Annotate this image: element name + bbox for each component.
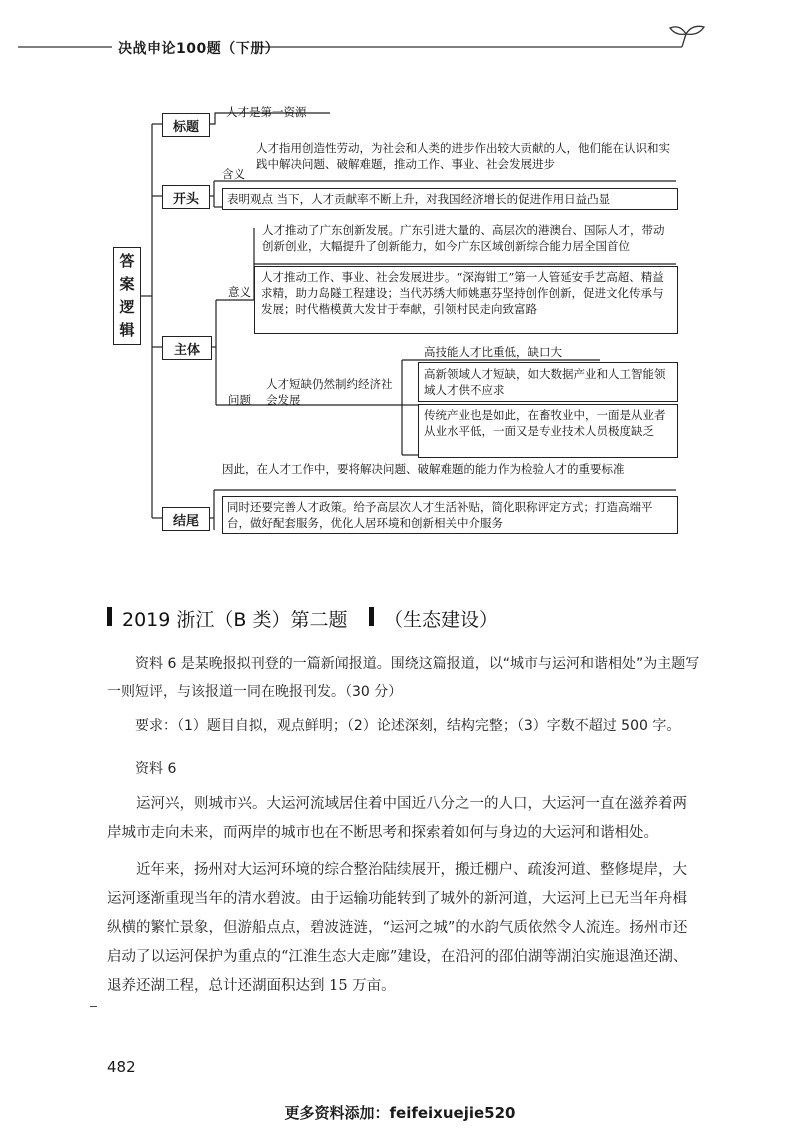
section-bar-right: [369, 607, 374, 626]
body-problem: 人才短缺仍然制约经济社会发展: [266, 377, 393, 407]
significance-item-box: [254, 266, 678, 334]
significance-item: 人才推动工作、事业、社会发展进步。“深海钳工”第一人管延安手艺高超、精益求精，助力岛隧工程建设；当代苏绣大师姚惠芬坚持创作创新，促进文化传承与发展；时代楷模黄大发甘于奉献，引领村民走向致富路: [261, 270, 664, 316]
opening-viewpoint: 表明观点 当下，人才贡献率不断上升，对我国经济增长的促进作用日益凸显: [227, 192, 611, 206]
node-ending-box: [162, 507, 210, 531]
opening-viewpoint-box: [222, 188, 678, 210]
material-paragraph: 运河兴，则城市兴。大运河流域居住着中国近八分之一的人口，大运河一直在滋养着两岸城市走向未来，而两岸的城市也在不断思考和探索着如何与身边的大运河和谐相处。: [107, 796, 687, 841]
node-body-box: [162, 336, 212, 360]
problem-item: 高新领域人才短缺，如大数据产业和人工智能领域人才供不应求: [424, 367, 666, 397]
ending-summary: 因此，在人才工作中，要将解决问题、破解难题的能力作为检验人才的重要标准: [222, 462, 625, 476]
material-paragraph: 近年来，扬州对大运河环境的综合整治陆续展开，搬迁棚户、疏浚河道、整修堤岸，大运河逐渐重现当年的清水碧波。由于运输功能转到了城外的新河道，大运河上已无当年舟楫纵横的繁忙景象，但游船点点，碧波涟涟，“运河之城”的水韵气质依然令人流连。扬州市还启动了以运河保护为重点的“江淮生态大走廊”建设，在沿河的邵伯湖等湖泊实施退渔还湖、退养还湖工程，总计还湖面积达到 15 万亩。: [107, 862, 688, 994]
problem-item: 高技能人才比重低，缺口大: [424, 345, 562, 359]
significance-item: 人才推动了广东创新发展。广东引进大量的、高层次的港澳台、国际人才，带动创新创业，大幅提升了创新能力，如今广东区域创新综合能力居全国首位: [262, 223, 665, 253]
ending-policy-box: [222, 496, 678, 534]
header-title: 决战申论100题（下册）: [118, 41, 280, 57]
section-title: 2019 浙江（B 类）第二题: [122, 609, 348, 631]
section-subtitle: （生态建设）: [384, 609, 499, 631]
title-content: 人才是第一资源: [226, 105, 307, 119]
question-requirement: 要求：（1）题目自拟，观点鲜明；（2）论述深刻，结构完整；（3）字数不超过 500 字。: [135, 718, 681, 734]
ending-policy: 同时还要完善人才政策。给予高层次人才生活补贴，简化职称评定方式；打造高端平台，做好配套服务，优化人居环境和创新相关中介服务: [227, 500, 653, 530]
problem-item-box: [418, 362, 678, 402]
section-bar-left: [107, 607, 112, 626]
node-opening-box: [162, 185, 210, 209]
body-significance-tag: 意义: [228, 285, 251, 299]
page-number: 482: [107, 1058, 136, 1076]
opening-meaning-tag: 含义: [222, 167, 245, 181]
material-label: 资料 6: [135, 761, 177, 777]
node-body-label: 主体: [173, 343, 200, 358]
footer-note: 更多资料添加：feifeixuejie520: [284, 1104, 516, 1122]
body-problem-tag: 问题: [228, 393, 251, 407]
question-prompt: 资料 6 是某晚报拟刊登的一篇新闻报道。围绕这篇报道，以“城市与运河和谐相处”为主题写一则短评，与该报道一同在晚报刊发。（30 分）: [107, 656, 700, 700]
problem-item-box: [418, 404, 678, 458]
node-opening-label: 开头: [172, 192, 199, 207]
node-ending-label: 结尾: [172, 514, 199, 529]
node-title-label: 标题: [172, 120, 199, 135]
node-title-box: [162, 113, 210, 137]
mindmap-root: 答案逻辑: [113, 247, 141, 345]
problem-item: 传统产业也是如此，在畜牧业中，一面是从业者从业水平低，一面又是专业技术人员极度缺乏: [424, 408, 666, 438]
opening-meaning: 人才指用创造性劳动，为社会和人类的进步作出较大贡献的人，他们能在认识和实践中解决问题、破解难题，推动工作、事业、社会发展进步: [256, 141, 670, 171]
margin-mark: [90, 1006, 97, 1007]
